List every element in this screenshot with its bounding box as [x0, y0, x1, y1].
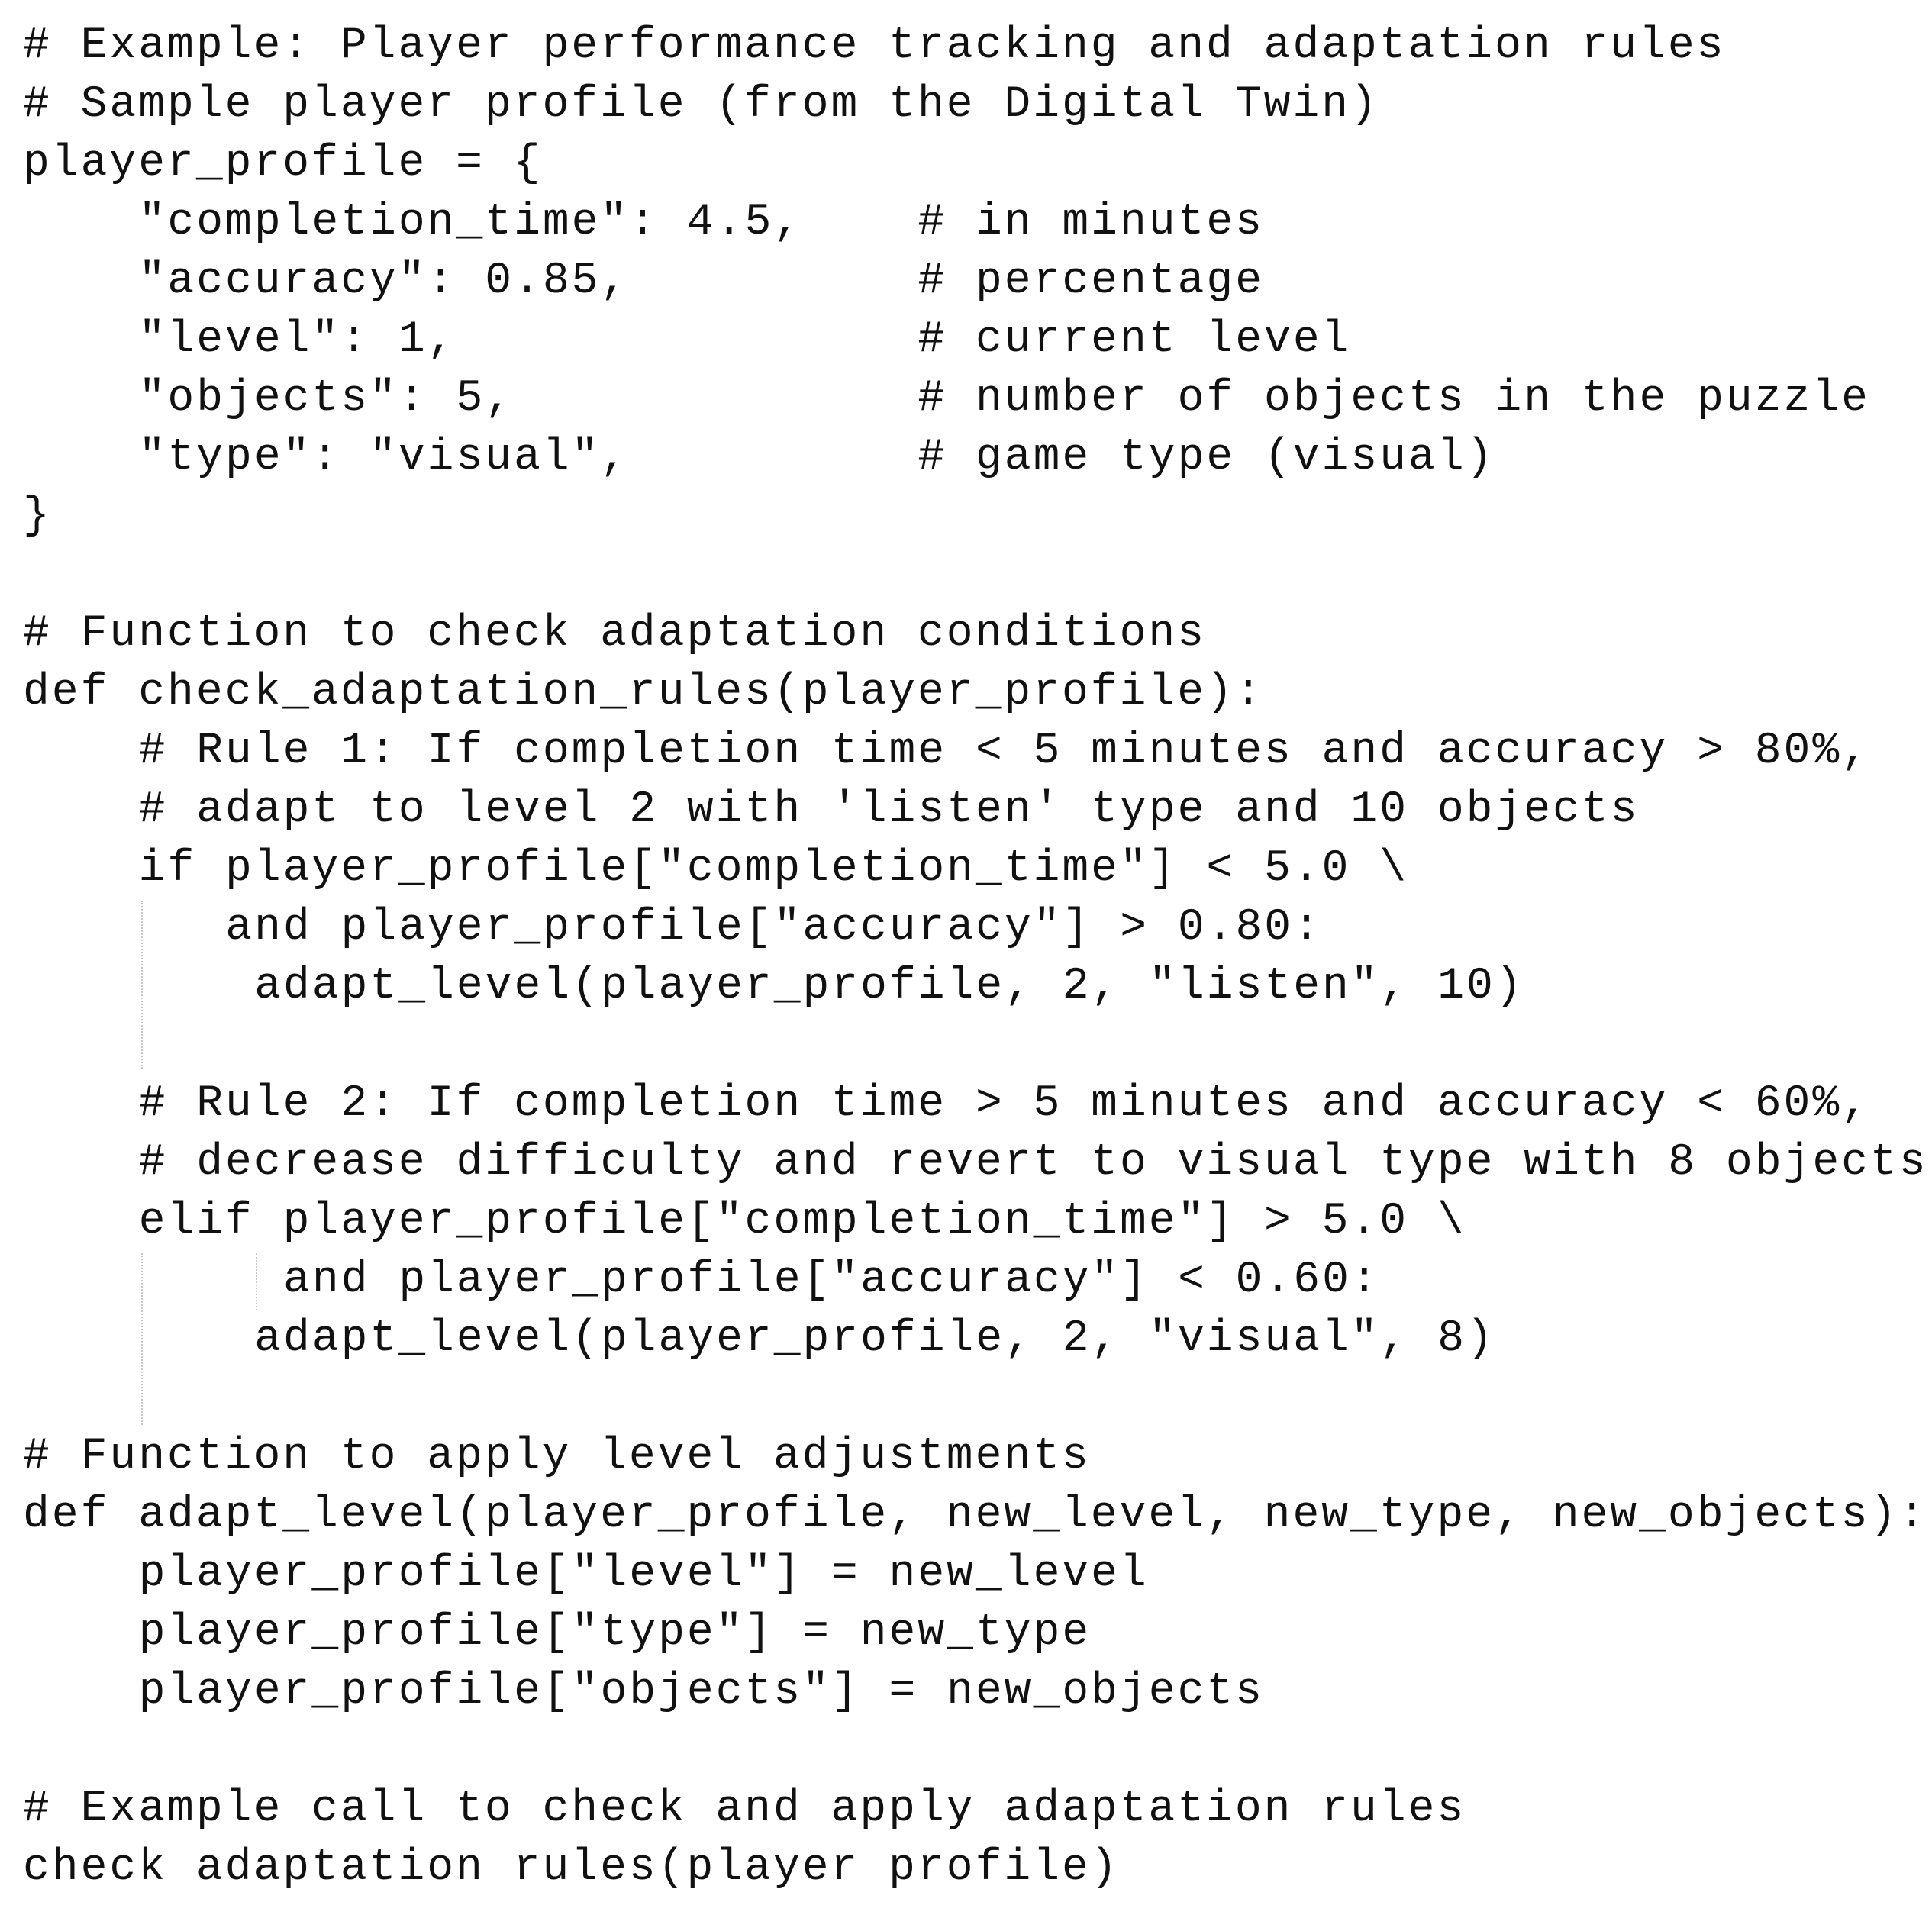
- code-line: and player_profile["accuracy"] < 0.60:: [283, 1256, 1380, 1305]
- code-line: adapt_level(player_profile, 2, "visual", 8): [254, 1314, 1495, 1364]
- code-line: # Function to check adaptation conditions: [23, 609, 1207, 659]
- code-line: # Example call to check and apply adaptation rules: [23, 1784, 1466, 1834]
- code-line: # Example: Player performance tracking and adaptation rules: [23, 21, 1726, 71]
- indent-guide: [141, 1253, 143, 1425]
- code-line: def adapt_level(player_profile, new_level, new_type, new_objects):: [23, 1491, 1928, 1540]
- code-line: # Function to apply level adjustments: [23, 1432, 1091, 1481]
- code-line: # Rule 2: If completion time > 5 minutes and accuracy < 60%,: [138, 1079, 1870, 1129]
- code-line: elif player_profile["completion_time"] > 5.0 \: [138, 1197, 1466, 1246]
- code-line: # Sample player profile (from the Digital Twin): [23, 80, 1379, 130]
- code-line: }: [23, 492, 52, 541]
- code-line: if player_profile["completion_time"] < 5.0 \: [138, 844, 1409, 894]
- code-line: "accuracy": 0.85, # percentage: [138, 256, 1265, 306]
- code-line: [23, 1368, 1928, 1427]
- code-line: check adaptation rules(player profile): [23, 1843, 1120, 1893]
- code-line: "objects": 5, # number of objects in the puzzle: [138, 374, 1870, 424]
- code-line: adapt_level(player_profile, 2, "listen", 10): [254, 962, 1524, 1011]
- code-line: "type": "visual", # game type (visual): [138, 433, 1495, 482]
- code-line: [23, 1721, 1928, 1780]
- code-line: # Rule 1: If completion time < 5 minutes and accuracy > 80%,: [138, 727, 1870, 776]
- code-line: player_profile["level"] = new_level: [138, 1549, 1149, 1599]
- code-line: [23, 1016, 1928, 1075]
- code-line: player_profile = {: [23, 139, 543, 189]
- code-line: "completion_time": 4.5, # in minutes: [138, 198, 1265, 247]
- code-block: [23, 17, 1928, 1897]
- code-line: "level": 1, # current level: [138, 315, 1351, 365]
- indent-guide: [256, 1253, 257, 1310]
- code-line: player_profile["type"] = new_type: [138, 1608, 1092, 1658]
- code-line: # adapt to level 2 with 'listen' type and 10 objects: [138, 785, 1640, 835]
- code-line: [23, 546, 1928, 604]
- code-line: player_profile["objects"] = new_objects: [138, 1667, 1265, 1717]
- code-line: and player_profile["accuracy"] > 0.80:: [225, 903, 1322, 953]
- code-line: # decrease difficulty and revert to visual type with 8 objects: [138, 1138, 1928, 1188]
- code-line: def check_adaptation_rules(player_profile):: [23, 668, 1264, 717]
- indent-guide: [141, 901, 143, 1069]
